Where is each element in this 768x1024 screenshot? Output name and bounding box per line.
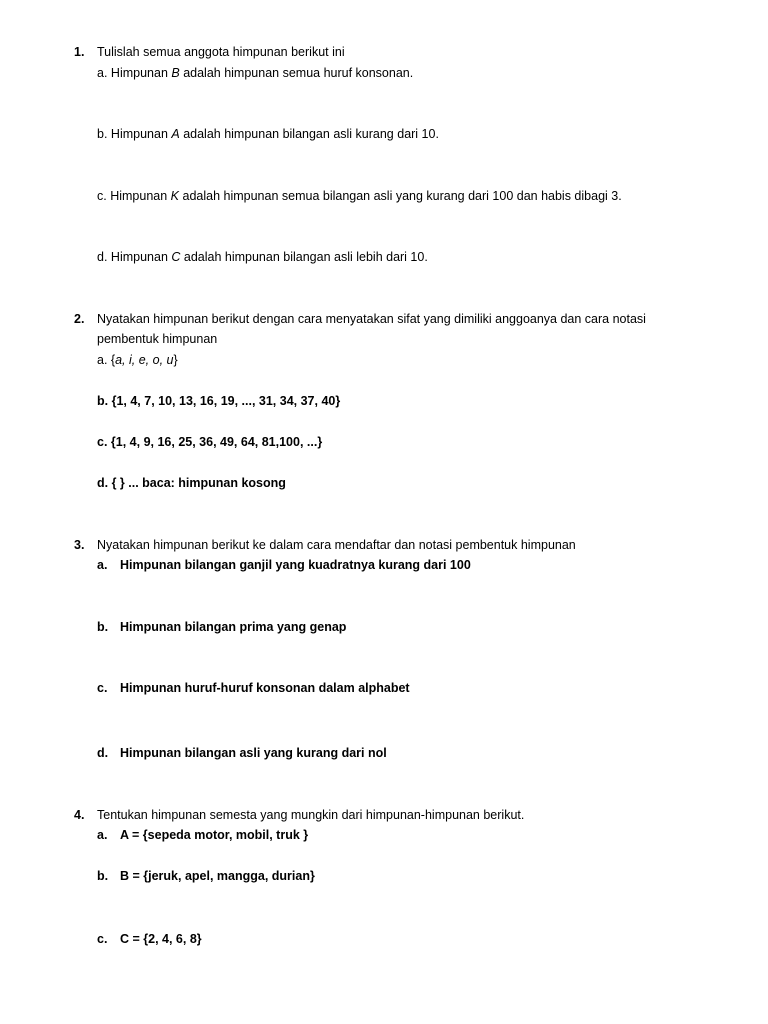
- item-label: a.: [97, 66, 108, 80]
- item-label: b.: [97, 869, 109, 883]
- sub-item-a: [97, 63, 413, 83]
- item-label: d.: [97, 476, 109, 490]
- item-text-pre: Himpunan: [110, 127, 172, 141]
- item-text-post: adalah himpunan semua huruf konsonan.: [179, 66, 414, 80]
- item-text-post: adalah himpunan semua bilangan asli yang kurang dari 100 dan habis dibagi 3.: [179, 189, 622, 203]
- item-label: a.: [97, 828, 108, 842]
- item-text: A = {sepeda motor, mobil, truk }: [120, 828, 309, 842]
- item-label: d.: [97, 746, 109, 760]
- item-label: c.: [97, 189, 107, 203]
- sub-item-d: [97, 743, 387, 763]
- item-label: d.: [97, 250, 108, 264]
- set-variable: A: [171, 127, 180, 141]
- set-members: a, i, e, o, u: [115, 353, 174, 367]
- sub-item-b: [97, 391, 340, 411]
- item-label: b.: [97, 127, 108, 141]
- set-open-brace: {: [107, 353, 116, 367]
- set-close-brace: }: [173, 353, 178, 367]
- question-number: 2.: [74, 312, 85, 326]
- item-text: { } ... baca: himpunan kosong: [108, 476, 286, 490]
- item-text-post: adalah himpunan bilangan asli lebih dari 10.: [180, 250, 428, 264]
- question-text: Tulislah semua anggota himpunan berikut ini: [97, 45, 345, 59]
- question-text-line-1: Nyatakan himpunan berikut dengan cara menyatakan sifat yang dimiliki anggoanya dan cara notasi: [97, 312, 646, 326]
- item-label: b.: [97, 620, 109, 634]
- sub-item-c: [97, 678, 410, 698]
- item-text: {1, 4, 7, 10, 13, 16, 19, ..., 31, 34, 37, 40}: [108, 394, 341, 408]
- item-text: {1, 4, 9, 16, 25, 36, 49, 64, 81,100, ...}: [107, 435, 323, 449]
- set-variable: K: [170, 189, 180, 203]
- question-text-line-2: pembentuk himpunan: [97, 332, 218, 346]
- sub-item-a: [97, 555, 471, 575]
- question-number: 3.: [74, 538, 85, 552]
- item-label: a.: [97, 558, 108, 572]
- set-variable: B: [171, 66, 180, 80]
- sub-item-b: [97, 124, 439, 144]
- item-label: c.: [97, 681, 108, 695]
- item-text-pre: Himpunan: [110, 66, 172, 80]
- sub-item-d: [97, 473, 286, 493]
- question-number: 4.: [74, 808, 85, 822]
- item-text: C = {2, 4, 6, 8}: [120, 932, 202, 946]
- item-text: Himpunan huruf-huruf konsonan dalam alphabet: [120, 681, 410, 695]
- item-text: Himpunan bilangan prima yang genap: [120, 620, 347, 634]
- item-text: Himpunan bilangan asli yang kurang dari nol: [120, 746, 387, 760]
- sub-item-d: [97, 247, 428, 267]
- item-label: c.: [97, 932, 108, 946]
- sub-item-b: [97, 617, 346, 637]
- sub-item-c: [97, 186, 622, 206]
- sub-item-c: [97, 929, 202, 949]
- question-text: Nyatakan himpunan berikut ke dalam cara mendaftar dan notasi pembentuk himpunan: [97, 538, 576, 552]
- item-text: Himpunan bilangan ganjil yang kuadratnya kurang dari 100: [120, 558, 471, 572]
- item-text: B = {jeruk, apel, mangga, durian}: [120, 869, 315, 883]
- item-text-post: adalah himpunan bilangan asli kurang dari 10.: [179, 127, 439, 141]
- sub-item-a: [97, 350, 178, 370]
- sub-item-b: [97, 866, 315, 886]
- item-text-pre: Himpunan: [110, 189, 171, 203]
- sub-item-c: [97, 432, 322, 452]
- sub-item-a: [97, 825, 308, 845]
- question-text: Tentukan himpunan semesta yang mungkin dari himpunan-himpunan berikut.: [97, 808, 525, 822]
- set-variable: C: [171, 250, 181, 264]
- item-label: c.: [97, 435, 108, 449]
- item-label: a.: [97, 353, 108, 367]
- item-text-pre: Himpunan: [110, 250, 172, 264]
- question-number: 1.: [74, 45, 85, 59]
- item-label: b.: [97, 394, 109, 408]
